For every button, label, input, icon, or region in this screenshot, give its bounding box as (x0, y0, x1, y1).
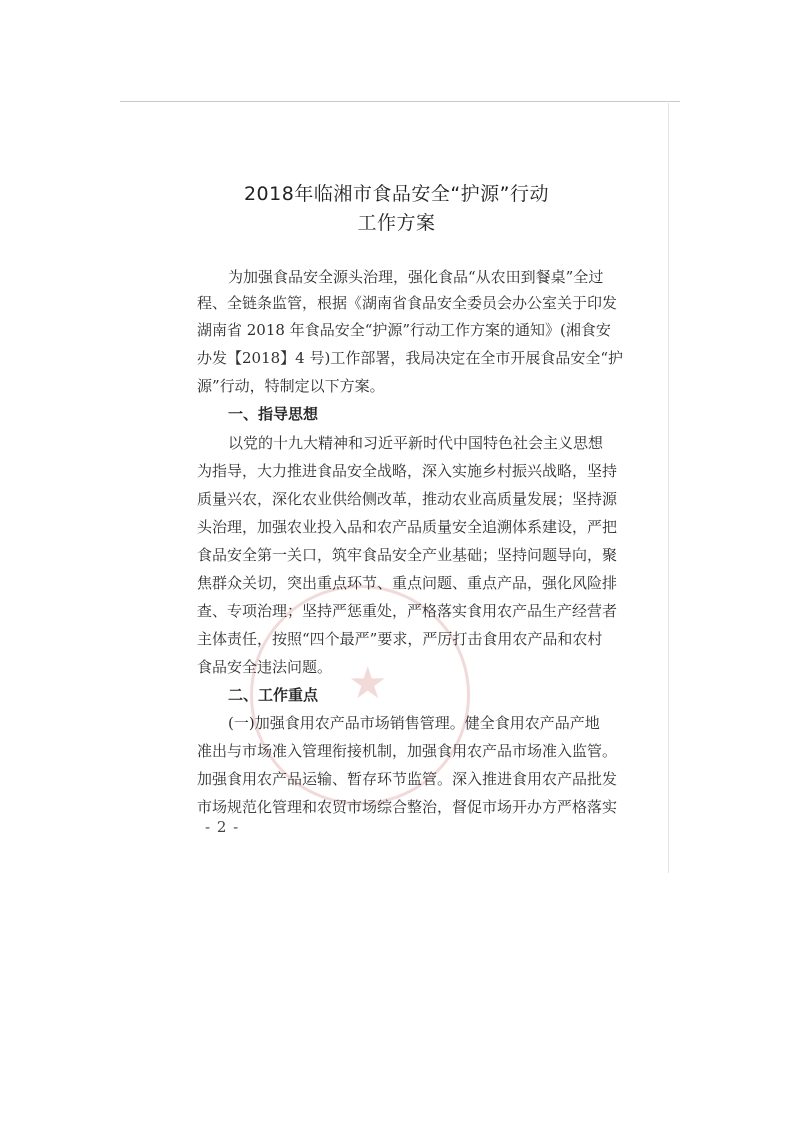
seal-star-icon: ★ (348, 658, 388, 709)
body-line: 食品安全第一关口，筑牢食品安全产业基础；坚持问题导向，聚 (197, 546, 618, 564)
body-line: 质量兴农，深化农业供给侧改革，推动农业高质量发展；坚持源 (197, 490, 618, 508)
section-heading: 二、工作重点 (228, 686, 319, 704)
body-line: 准出与市场准入管理衔接机制，加强食用农产品市场准入监管。 (197, 742, 618, 760)
body-line: 市场规范化管理和农贸市场综合整治，督促市场开办方严格落实 (197, 798, 618, 816)
body-line: 头治理，加强农业投入品和农产品质量安全追溯体系建设，严把 (197, 518, 618, 536)
body-line: 湖南省 2018 年食品安全“护源”行动工作方案的通知》(湘食安 (197, 321, 611, 339)
body-line: 办发【2018】4 号)工作部署，我局决定在全市开展食品安全“护 (197, 349, 624, 367)
body-line: 查、专项治理；坚持严惩重处，严格落实食用农产品生产经营者 (197, 602, 618, 620)
body-line: 加强食用农产品运输、暂存环节监管。深入推进食用农产品批发 (197, 770, 618, 788)
body-line: 焦群众关切，突出重点环节、重点问题、重点产品，强化风险排 (197, 574, 618, 592)
body-line: 以党的十九大精神和习近平新时代中国特色社会主义思想 (228, 434, 604, 452)
body-line: 为指导，大力推进食品安全战略，深入实施乡村振兴战略，坚持 (197, 462, 618, 480)
scan-edge-line (120, 101, 680, 102)
section-heading: 一、指导思想 (228, 405, 319, 423)
document-title-line1: 2018年临湘市食品安全“护源”行动 (243, 183, 550, 205)
body-line: (一)加强食用农产品市场销售管理。健全食用农产品产地 (228, 714, 600, 732)
document-title-line2: 工作方案 (357, 212, 436, 234)
body-line: 程、全链条监管，根据《湖南省食品安全委员会办公室关于印发 (197, 294, 618, 312)
body-line: 为加强食品安全源头治理，强化食品“从农田到餐桌”全过 (228, 268, 604, 286)
body-line: 主体责任，按照“四个最严”要求，严厉打击食用农产品和农村 (197, 630, 603, 648)
body-line: 源”行动，特制定以下方案。 (197, 377, 385, 395)
page-number: - 2 - (205, 818, 240, 836)
body-line: 食品安全违法问题。 (197, 658, 333, 676)
